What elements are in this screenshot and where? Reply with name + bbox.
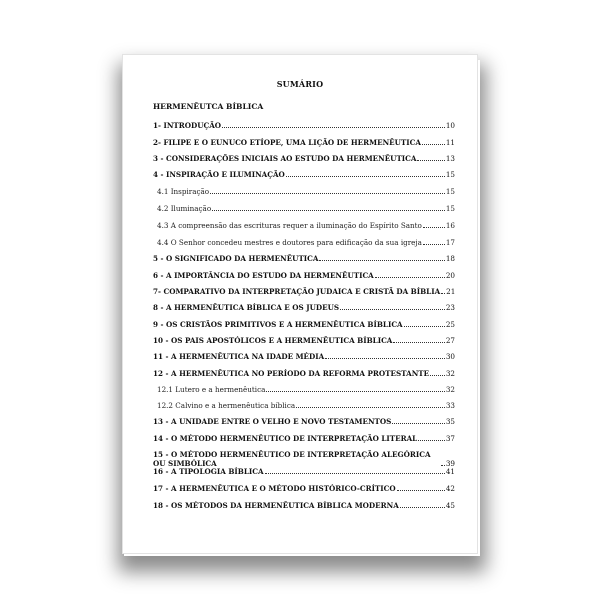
toc-page-number: 35: [445, 417, 455, 426]
dot-leader: [423, 244, 445, 245]
dot-leader: [397, 490, 445, 491]
toc-entry-label: 1- INTRODUÇÃO: [153, 121, 222, 130]
toc-entry: [157, 204, 455, 213]
toc-entry: [153, 484, 455, 493]
dot-leader: [265, 473, 445, 474]
toc-entry-label: 4.3 A compreensão das escrituras requer a iluminação do Espírito Santo: [157, 221, 422, 230]
toc-entry-label: 16 - A TIPOLOGIA BÍBLICA: [153, 467, 264, 476]
page-title: SUMÁRIO: [276, 79, 324, 89]
toc-entry: [153, 303, 455, 312]
dot-leader: [296, 407, 445, 408]
toc-page-number: 42: [445, 484, 455, 493]
dot-leader: [423, 227, 445, 228]
toc-entry-label: 13 - A UNIDADE ENTRE O VELHO E NOVO TESTAMENTOS: [153, 417, 392, 426]
toc-entry: [153, 501, 455, 510]
toc-page-number: 21: [446, 287, 456, 296]
toc-page-number: 27: [445, 336, 455, 345]
toc-entry-label: 3 - CONSIDERAÇÕES INICIAIS AO ESTUDO DA HERMENÊUTICA: [153, 154, 417, 163]
toc-page-number: 32: [445, 369, 455, 378]
toc-entry: [157, 187, 455, 196]
toc-entry-label: 2- FILIPE E O EUNUCO ETÍOPE, UMA LIÇÃO DE HERMENÊUTICA: [153, 138, 421, 147]
toc-entry: [153, 121, 455, 130]
toc-entry-label: 12.1 Lutero e a hermenêutica: [157, 385, 266, 394]
toc-page-number: 20: [445, 271, 455, 280]
dot-leader: [417, 160, 444, 161]
dot-leader: [266, 391, 444, 392]
dot-leader: [212, 210, 445, 211]
dot-leader: [210, 193, 445, 194]
toc-entry-label: 10 - OS PAIS APOSTÓLICOS E A HERMENÊUTICA BÍBLICA: [153, 336, 393, 345]
toc-page-number: 10: [445, 121, 455, 130]
toc-page-number: 15: [445, 170, 455, 179]
toc-entry: [153, 417, 455, 426]
toc-entry: [153, 170, 455, 179]
dot-leader: [418, 440, 445, 441]
toc-entry: [157, 401, 455, 410]
toc-page-number: 33: [445, 401, 455, 410]
toc-page-number: 23: [445, 303, 455, 312]
toc-entry-label: 8 - A HERMENÊUTICA BÍBLICA E OS JUDEUS: [153, 303, 340, 312]
dot-leader: [286, 176, 445, 177]
toc-page-number: 32: [445, 385, 455, 394]
toc-page-number: 37: [445, 434, 455, 443]
dot-leader: [393, 342, 444, 343]
toc-entry-label: 15 - O MÉTODO HERMENÊUTICO DE INTERPRETAÇÃO ALEGÓRICA OU SIMBÓLICA: [153, 450, 431, 468]
toc-entry: [153, 369, 455, 378]
toc-entry: [153, 352, 455, 361]
toc-entry: [153, 450, 455, 468]
toc-entry-label: 17 - A HERMENÊUTICA E O MÉTODO HISTÓRICO-CRÍTICO: [153, 484, 396, 493]
toc-entry: [153, 138, 455, 147]
toc-page-number: 18: [445, 254, 455, 263]
dot-leader: [422, 144, 445, 145]
toc-entry: [153, 154, 455, 163]
toc-entry-label: 18 - OS MÉTODOS DA HERMENÊUTICA BÍBLICA MODERNA: [153, 501, 399, 510]
toc-entry-label: 4.1 Inspiração: [157, 187, 210, 196]
toc-entry-label: 5 - O SIGNIFICADO DA HERMENÊUTICA: [153, 254, 319, 263]
toc-entry-label: 11 - A HERMENÊUTICA NA IDADE MÉDIA: [153, 352, 325, 361]
toc-entry: [153, 336, 455, 345]
dot-leader: [222, 127, 445, 128]
dot-leader: [392, 423, 445, 424]
table-of-contents: [123, 55, 477, 553]
dot-leader: [340, 309, 445, 310]
toc-entry: [153, 320, 455, 329]
toc-page-number: 16: [445, 221, 455, 230]
dot-leader: [325, 358, 445, 359]
dot-leader: [400, 507, 445, 508]
toc-page-number: 41: [445, 467, 455, 476]
dot-leader: [441, 293, 445, 294]
toc-entry-label: 4.2 Iluminação: [157, 204, 212, 213]
toc-page-number: 15: [445, 204, 455, 213]
toc-page-number: 17: [445, 238, 455, 247]
toc-entry: [153, 254, 455, 263]
toc-entry-label: 4.4 O Senhor concedeu mestres e doutores para edificação da sua igreja: [157, 238, 422, 247]
toc-entry-label: 9 - OS CRISTÃOS PRIMITIVOS E A HERMENÊUTICA BÍBLICA: [153, 320, 403, 329]
toc-entry: [153, 467, 455, 476]
toc-page-number: 11: [445, 138, 455, 147]
toc-entry: [153, 287, 455, 296]
toc-entry-label: 12.2 Calvino e a hermenêutica bíblica: [157, 401, 296, 410]
section-heading: HERMENÊUTCA BÍBLICA: [153, 102, 264, 111]
toc-entry-label: 14 - O MÉTODO HERMENÊUTICO DE INTERPRETAÇÃO LITERAL: [153, 434, 418, 443]
document-page: [122, 54, 478, 554]
toc-entry: [153, 271, 455, 280]
toc-entry: [157, 221, 455, 230]
toc-entry-label: 6 - A IMPORTÂNCIA DO ESTUDO DA HERMENÊUTICA: [153, 271, 374, 280]
dot-leader: [319, 260, 444, 261]
toc-page-number: 30: [445, 352, 455, 361]
dot-leader: [404, 326, 445, 327]
toc-entry: [157, 385, 455, 394]
dot-leader: [430, 375, 445, 376]
toc-page-number: 39: [445, 459, 455, 468]
dot-leader: [441, 465, 445, 466]
toc-page-number: 13: [445, 154, 455, 163]
toc-page-number: 45: [445, 501, 455, 510]
toc-entry: [153, 434, 455, 443]
toc-entry-label: 4 - INSPIRAÇÃO E ILUMINAÇÃO: [153, 170, 285, 179]
toc-entry-label: 12 - A HERMENÊUTICA NO PERÍODO DA REFORMA PROTESTANTE: [153, 369, 430, 378]
toc-page-number: 15: [445, 187, 455, 196]
toc-entry-label: 7- COMPARATIVO DA INTERPRETAÇÃO JUDAICA E CRISTÃ DA BÍBLIA: [153, 287, 441, 296]
toc-page-number: 25: [445, 320, 455, 329]
dot-leader: [375, 277, 445, 278]
toc-entry: [157, 238, 455, 247]
